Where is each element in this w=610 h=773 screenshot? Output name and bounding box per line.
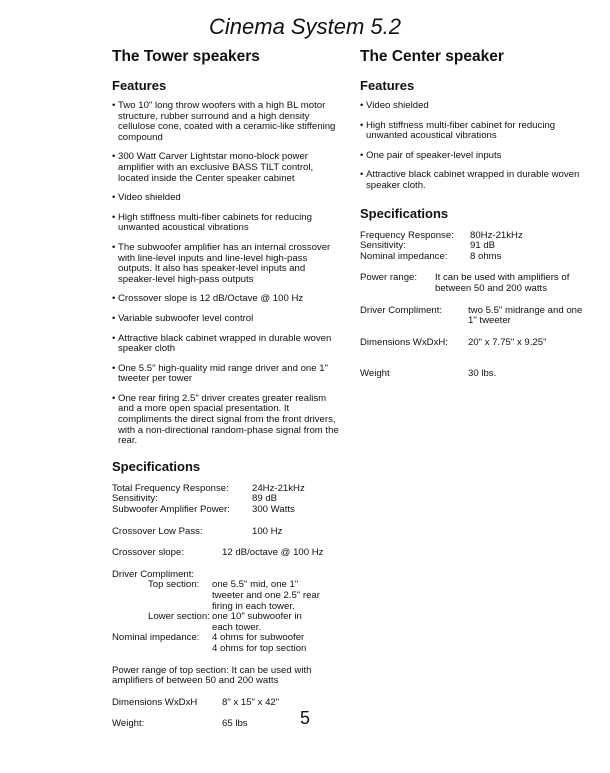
spec-label: Driver Compliment: <box>360 304 443 316</box>
spec-value: 65 lbs <box>222 718 248 730</box>
spec-label: Crossover Low Pass: <box>112 525 203 537</box>
list-item: • Crossover slope is 12 dB/Octave @ 100 Hz <box>112 294 344 305</box>
spec-label: Crossover slope: <box>112 547 184 559</box>
spec-value: two 5.5" midrange and one 1" tweeter <box>468 304 583 327</box>
spec-value: 12 dB/octave @ 100 Hz <box>222 547 324 559</box>
tower-specs <box>112 484 344 730</box>
spec-value: 4 ohms for top section <box>212 642 307 654</box>
center-heading: The Center speaker <box>360 48 504 65</box>
spec-value: 24Hz-21kHz <box>252 482 305 494</box>
center-features-heading: Features <box>360 78 415 93</box>
tower-heading: The Tower speakers <box>112 48 260 65</box>
tower-features-list <box>112 101 344 447</box>
center-section <box>360 48 590 380</box>
list-item: • High stiffness multi-fiber cabinets for reducing unwanted acoustical vibrations <box>112 213 344 234</box>
list-item: • The subwoofer amplifier has an internal crossover with line-level inputs and line-level high-pass outputs. It also has speaker-level inputs and speaker-level high-pass outputs <box>112 243 344 285</box>
spec-label: Power range: <box>360 272 418 284</box>
center-features-list <box>360 101 590 192</box>
spec-value: It can be used with amplifiers of between 50 and 200 watts <box>435 272 570 294</box>
list-item: • Video shielded <box>112 193 344 204</box>
spec-label: Subwoofer Amplifier Power: <box>112 504 230 516</box>
spec-label: Weight: <box>112 718 145 730</box>
spec-value: 89 dB <box>252 493 278 505</box>
list-item: • Attractive black cabinet wrapped in durable woven speaker cloth <box>112 334 344 355</box>
list-item: • 300 Watt Carver Lightstar mono-block power amplifier with an exclusive BASS TILT control, located inside the Center speaker cabinet <box>112 152 344 184</box>
spec-label: Lower section: <box>148 611 210 623</box>
spec-value: 8 ohms <box>470 250 502 262</box>
center-specs-heading: Specifications <box>360 205 449 221</box>
spec-label: Weight <box>360 368 390 380</box>
tower-specs-heading: Specifications <box>112 458 201 474</box>
spec-value: 300 Watts <box>252 504 295 516</box>
spec-label: Nominal impedance: <box>360 250 448 262</box>
list-item: • One rear firing 2.5" driver creates greater realism and a more open spacial presentation. It compliments the direct signal from the front drivers, with a non-directional random-phase signal from the rear. <box>112 394 344 447</box>
spec-label: Frequency Response: <box>360 229 454 241</box>
spec-value: one 5.5" mid, one 1" tweeter and one 2.5" rear firing in each tower. <box>212 579 320 612</box>
tower-features-heading: Features <box>112 78 167 93</box>
spec-value: 91 dB <box>470 240 496 252</box>
list-item: • One 5.5" high-quality mid range driver and one 1" tweeter per tower <box>112 364 344 385</box>
spec-value: 30 lbs. <box>468 368 497 380</box>
tower-section <box>112 48 344 730</box>
spec-power-range: Power range of top section: It can be used with amplifiers of between 50 and 200 watts <box>112 664 312 687</box>
spec-value: 20" x 7.75" x 9.25" <box>468 336 547 348</box>
spec-value: 80Hz-21kHz <box>470 229 523 241</box>
list-item: • Variable subwoofer level control <box>112 314 344 325</box>
spec-value: 4 ohms for subwoofer <box>212 632 305 644</box>
spec-label: Nominal impedance: <box>112 632 200 644</box>
spec-value: 100 Hz <box>252 525 283 537</box>
page-number: 5 <box>299 708 310 728</box>
list-item: • Attractive black cabinet wrapped in durable woven speaker cloth. <box>360 170 590 191</box>
spec-label: Sensitivity: <box>112 493 158 505</box>
list-item: • High stiffness multi-fiber cabinet for reducing unwanted acoustical vibrations <box>360 121 590 142</box>
page-title: Cinema System 5.2 <box>209 14 401 39</box>
spec-label: Top section: <box>148 579 200 591</box>
spec-label: Sensitivity: <box>360 240 406 252</box>
spec-label: Driver Compliment: <box>112 568 195 580</box>
spec-label: Total Frequency Response: <box>112 482 229 494</box>
spec-label: Dimensions WxDxH <box>112 696 198 708</box>
list-item: • Video shielded <box>360 101 590 112</box>
spec-value: 8" x 15" x 42" <box>222 696 280 708</box>
list-item: • One pair of speaker-level inputs <box>360 151 590 162</box>
spec-value: one 10" subwoofer in each tower. <box>212 611 302 633</box>
center-specs <box>360 231 590 380</box>
spec-label: Dimensions WxDxH: <box>360 336 448 348</box>
list-item: • Two 10" long throw woofers with a high BL motor structure, rubber surround and a high density cellulose cone, coated with a ceramic-like stiffening compound <box>112 101 344 143</box>
